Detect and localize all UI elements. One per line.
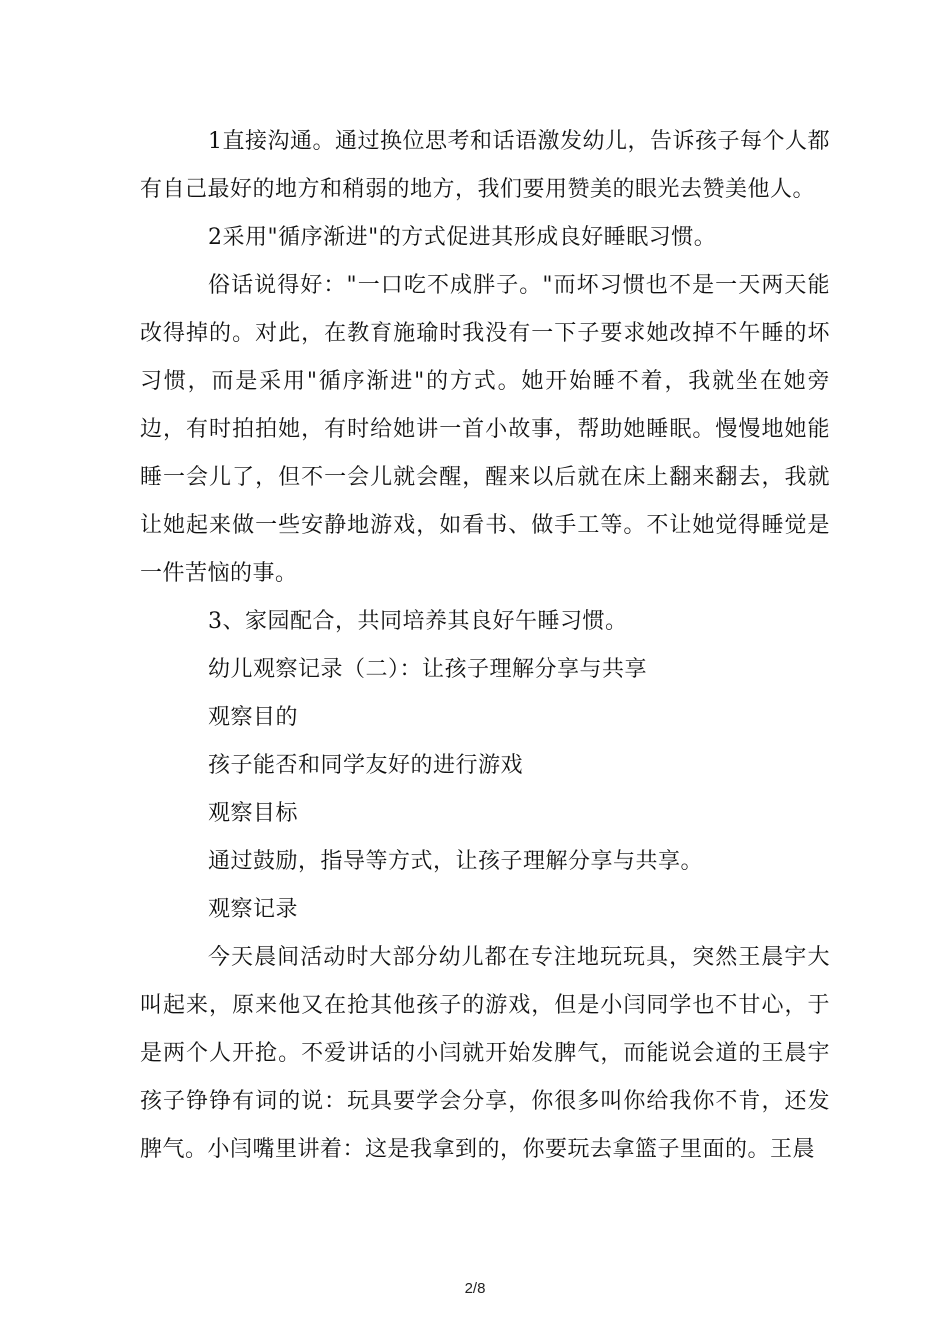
- label-observation-record: 观察记录: [208, 897, 299, 922]
- paragraph-proverb: 俗话说得好："一口吃不成胖子。"而坏习惯也不是一天两天能改得掉的。对此，在教育施瑜时我没有一下子要求她改掉不午睡的坏习惯，而是采用"循序渐进"的方式。她开始睡不着，我就坐在她旁边，有时拍拍她，有时给她讲一首小故事，帮助她睡眠。慢慢地她能睡一会儿了，但不一会儿就会醒，醒来以后就在床上翻来翻去，我就让她起来做一些安静地游戏，如看书、做手工等。不让她觉得睡觉是一件苦恼的事。: [140, 273, 830, 586]
- page-number: 2/8: [464, 1280, 486, 1297]
- heading-home-school-cooperation: 3、家园配合，共同培养其良好午睡习惯。: [208, 609, 628, 634]
- label-observation-purpose: 观察目的: [208, 705, 299, 730]
- heading-gradual-approach: 2采用"循序渐进"的方式促进其形成良好睡眠习惯。: [208, 225, 717, 250]
- record-title: 幼儿观察记录（二）：让孩子理解分享与共享: [208, 657, 648, 682]
- paragraph-observation-record: 今天晨间活动时大部分幼儿都在专注地玩玩具，突然王晨宇大叫起来，原来他又在抢其他孩子的游戏，但是小闫同学也不甘心，于是两个人开抢。不爱讲话的小闫就开始发脾气，而能说会道的王晨宇孩子铮铮有词的说：玩具要学会分享，你很多叫你给我你不肯，还发脾气。小闫嘴里讲着：这是我拿到的，你要玩去拿篮子里面的。王晨: [140, 945, 830, 1162]
- document-body: [140, 118, 830, 1174]
- paragraph-direct-communication: 1直接沟通。通过换位思考和话语激发幼儿，告诉孩子每个人都有自己最好的地方和稍弱的地方，我们要用赞美的眼光去赞美他人。: [140, 129, 830, 202]
- observation-goal-text: 通过鼓励，指导等方式，让孩子理解分享与共享。: [208, 849, 704, 874]
- observation-purpose-text: 孩子能否和同学友好的进行游戏: [208, 753, 524, 778]
- label-observation-goal: 观察目标: [208, 801, 299, 826]
